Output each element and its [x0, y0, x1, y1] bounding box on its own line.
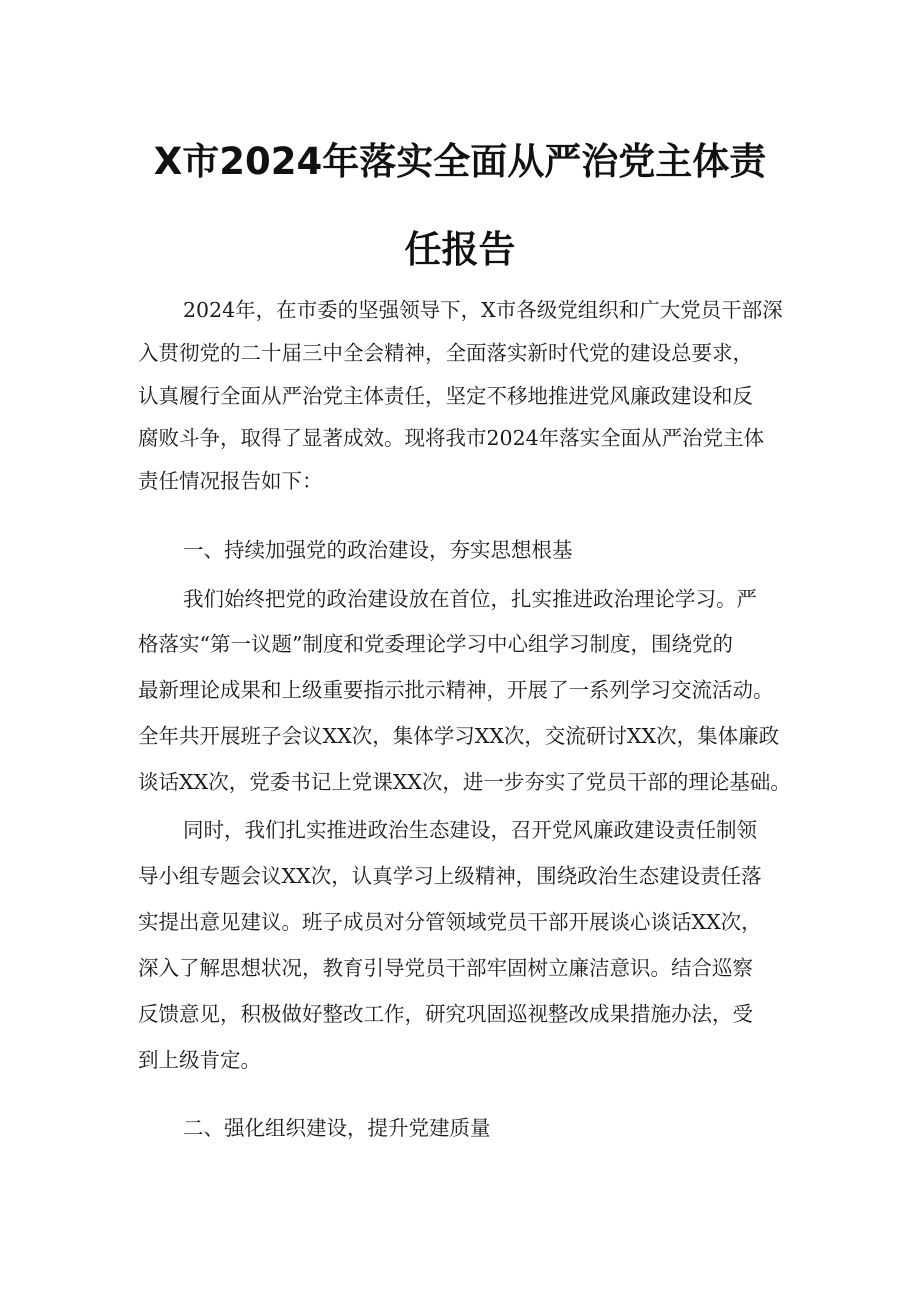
- paragraph-political-line: 我们始终把党的政治建设放在首位，扎实推进政治理论学习。严: [183, 587, 757, 611]
- paragraph-ecology-line: 到上级肯定。: [138, 1048, 261, 1072]
- paragraph-ecology-line: 导小组专题会议XX次，认真学习上级精神，围绕政治生态建设责任落: [138, 864, 762, 888]
- paragraph-ecology-line: 实提出意见建议。班子成员对分管领域党员干部开展谈心谈话XX次，: [138, 910, 762, 934]
- paragraph-intro-line: 认真履行全面从严治党主体责任，坚定不移地推进党风廉政建设和反: [138, 384, 753, 408]
- paragraph-political-line: 全年共开展班子会议XX次，集体学习XX次，交流研讨XX次，集体廉政: [138, 724, 780, 748]
- paragraph-political-line: 格落实“第一议题”制度和党委理论学习中心组学习制度，围绕党的: [138, 632, 733, 656]
- section-heading-2: 二、强化组织建设，提升党建质量: [183, 1116, 491, 1140]
- paragraph-political-line: 最新理论成果和上级重要指示批示精神，开展了一系列学习交流活动。: [138, 678, 774, 702]
- paragraph-ecology-line: 深入了解思想状况，教育引导党员干部牢固树立廉洁意识。结合巡察: [138, 956, 753, 980]
- paragraph-intro-line: 腐败斗争，取得了显著成效。现将我市2024年落实全面从严治党主体: [138, 426, 765, 450]
- section-heading-1: 一、持续加强党的政治建设，夯实思想根基: [183, 538, 573, 562]
- document-title-line-2: 任报告: [404, 228, 516, 271]
- paragraph-ecology-line: 反馈意见，积极做好整改工作，研究巩固巡视整改成果措施办法，受: [138, 1002, 753, 1026]
- paragraph-political-line: 谈话XX次，党委书记上党课XX次，进一步夯实了党员干部的理论基础。: [138, 770, 791, 794]
- paragraph-intro-line: 2024年，在市委的坚强领导下，X市各级党组织和广大党员干部深: [183, 298, 783, 322]
- paragraph-ecology-line: 同时，我们扎实推进政治生态建设，召开党风廉政建设责任制领: [183, 818, 757, 842]
- paragraph-intro-line: 责任情况报告如下：: [138, 469, 323, 493]
- paragraph-intro-line: 入贯彻党的二十届三中全会精神，全面落实新时代党的建设总要求，: [138, 341, 753, 365]
- document-title-line-1: X市2024年落实全面从严治党主体责: [153, 140, 767, 183]
